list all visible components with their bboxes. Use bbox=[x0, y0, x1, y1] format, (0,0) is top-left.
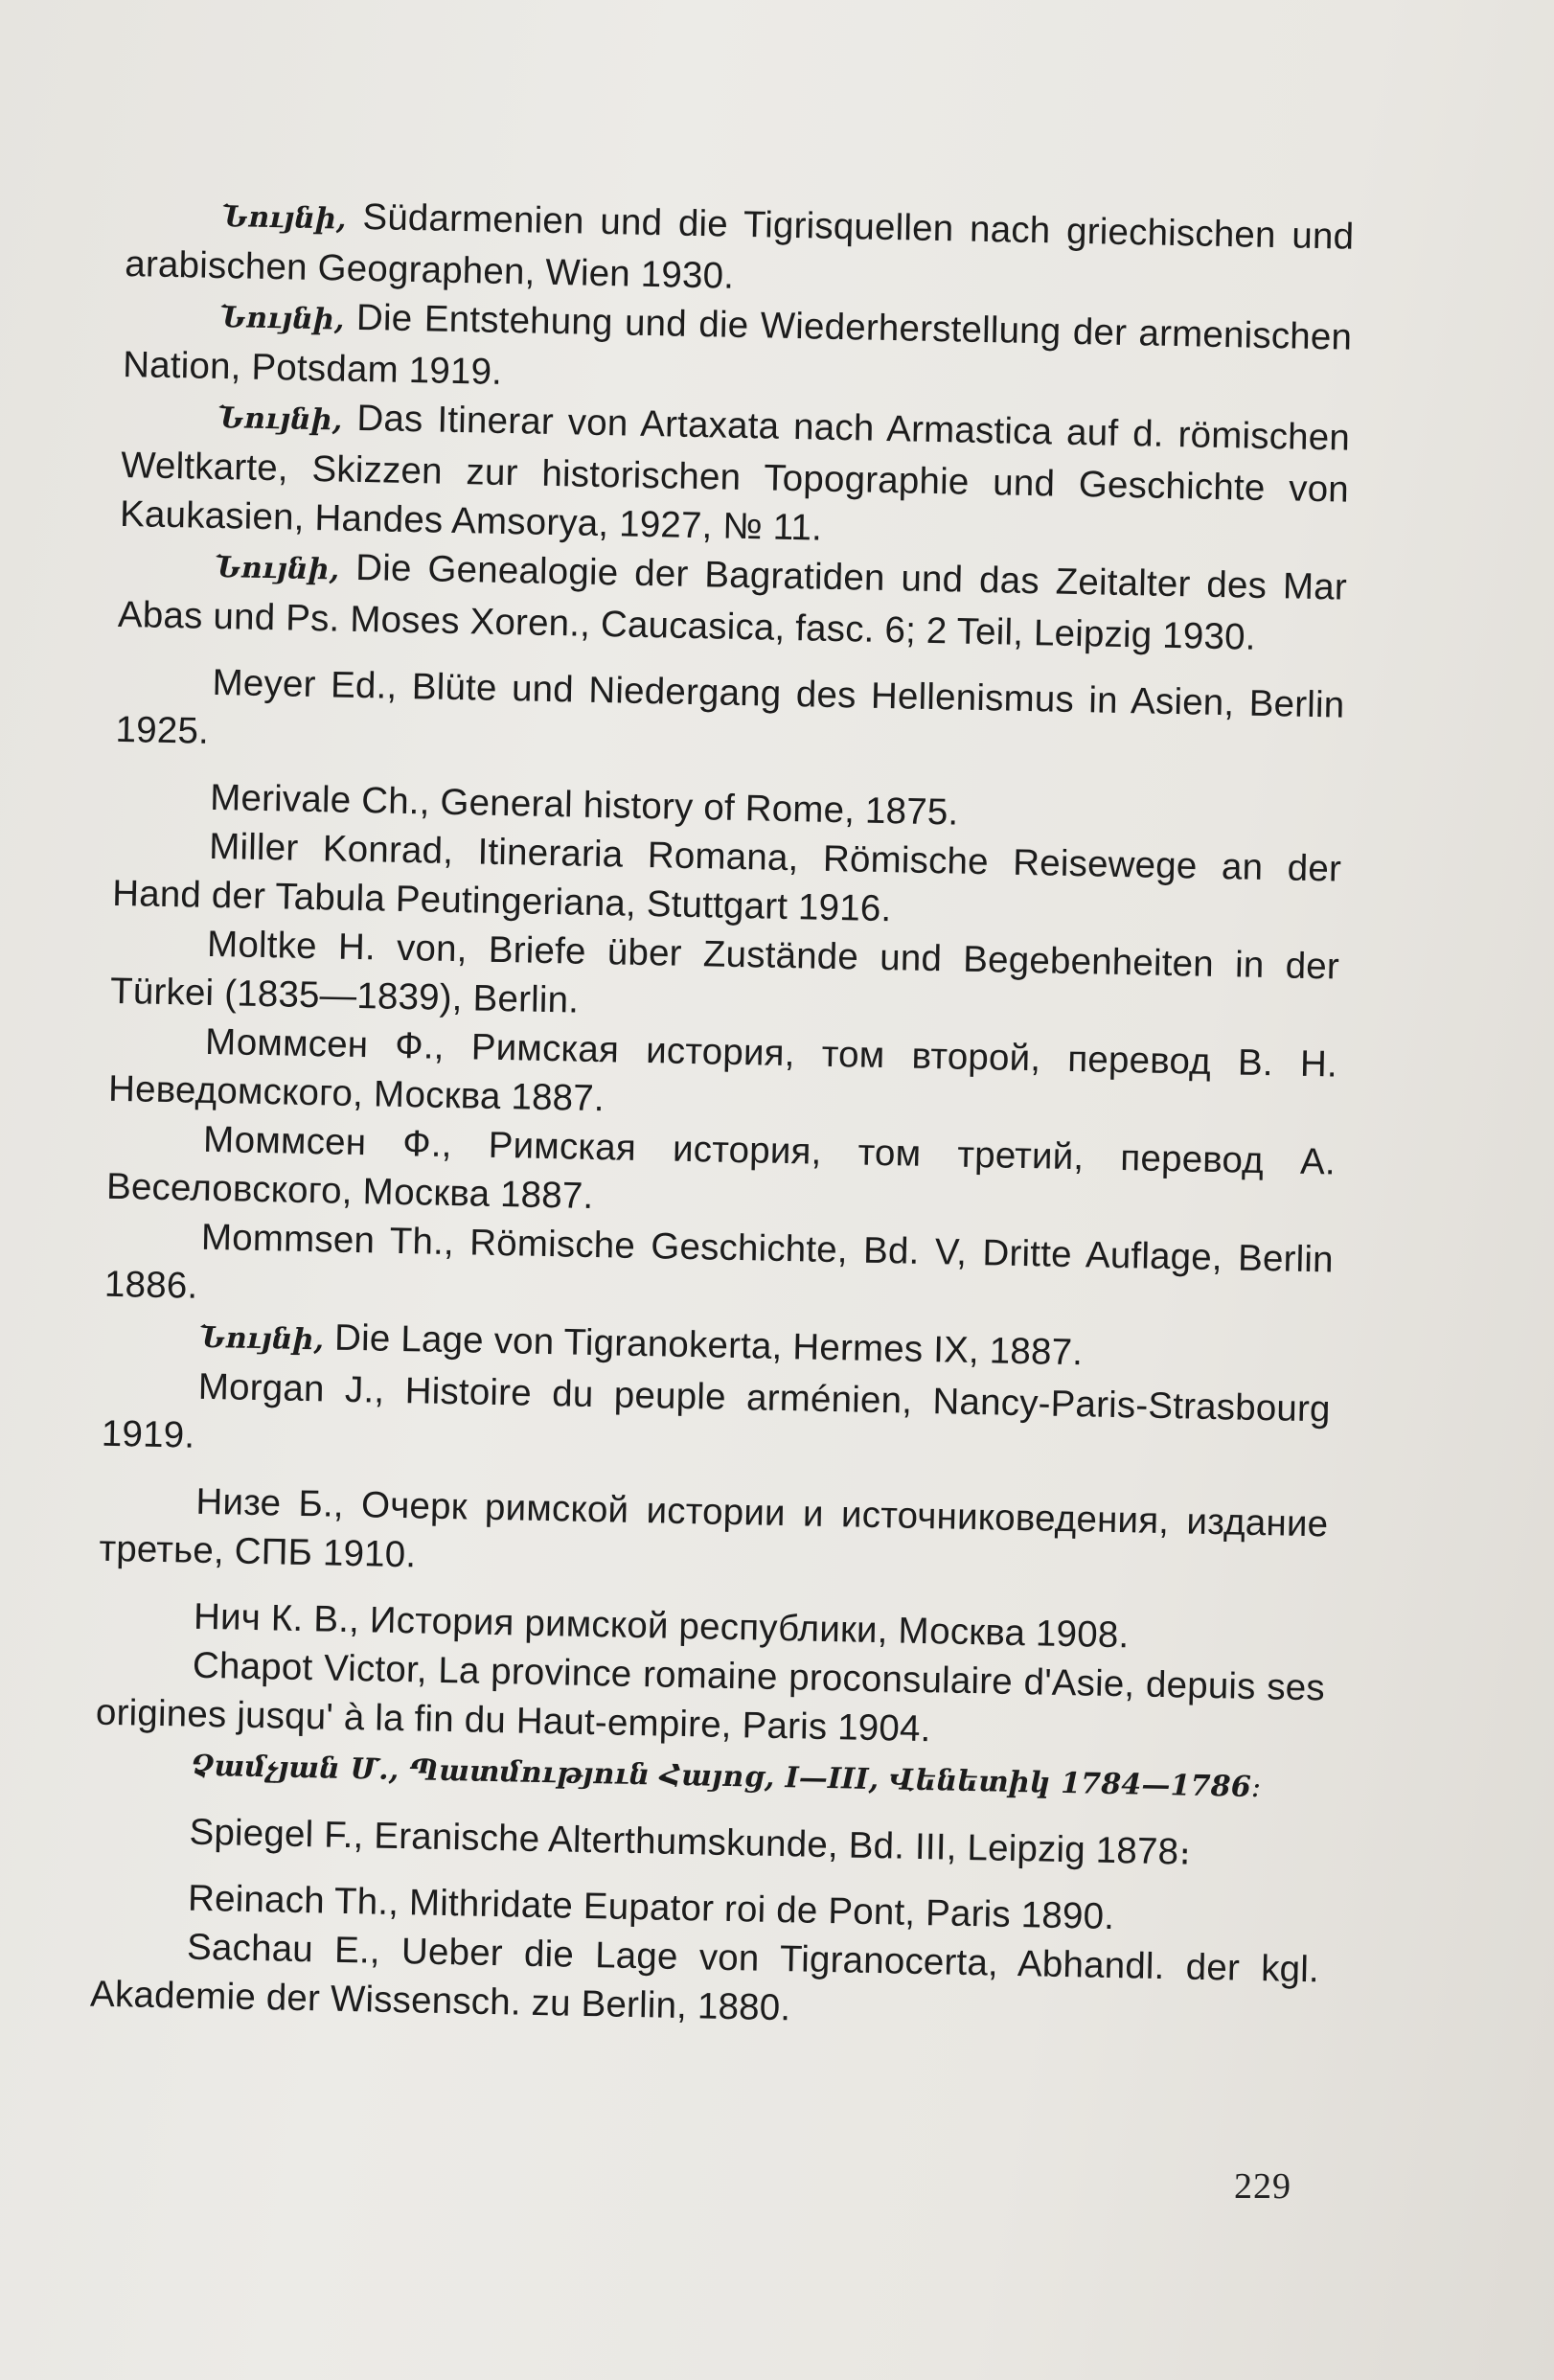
entry-text: I—III, Վենետիկ 1784—1786։ bbox=[785, 1761, 1262, 1805]
entry-text: Reinach Th., Mithridate Eupator roi de Pont, Paris 1890. bbox=[187, 1877, 1115, 1938]
entry-text: Miller Konrad, Itineraria Romana, Römische Reisewege an der Hand der Tabula Peutingeriana, Stuttgart 1916. bbox=[111, 825, 1342, 930]
page-number: 229 bbox=[1234, 2166, 1291, 2207]
bibliography-list bbox=[90, 188, 1355, 2043]
entry-text: Моммсен Ф., Римская история, том третий, перевод А. Веселовского, Москва 1887. bbox=[105, 1118, 1337, 1217]
entry-text: Низе Б., Очерк римской истории и источниковедения, издание третье, СПБ 1910. bbox=[99, 1480, 1329, 1576]
entry-text: Sachau E., Ueber die Lage von Tigranocerta, Abhandl. der kgl. Akademie der Wissensch. zu Berlin, 1880. bbox=[89, 1926, 1320, 2029]
entry-text: Meyer Ed., Blüte und Niedergang des Hellenismus in Asien, Berlin 1925. bbox=[115, 661, 1345, 752]
entry-author: Նույնի, bbox=[218, 300, 345, 337]
entry-text: Die Genealogie der Bagratiden und das Zeitalter des Mar Abas und Ps. Moses Xoren., Caucasica, fasc. 6; 2 Teil, Leipzig 1930. bbox=[117, 546, 1348, 658]
entry-author: Նույնի, bbox=[221, 200, 347, 237]
entry-text: Das Itinerar von Artaxata nach Armastica auf d. römischen Weltkarte, Skizzen zur historischen Topographie und Geschichte von Kaukasien, Handes Amsorya, 1927, № 11. bbox=[119, 397, 1351, 549]
entry-text: Моммсен Ф., Римская история, том второй, перевод В. Н. Неведомского, Москва 1887. bbox=[107, 1020, 1338, 1120]
entry-text: Merivale Ch., General history of Rome, 1875. bbox=[209, 776, 959, 834]
entry-text: Spiegel F., Eranische Alterthumskunde, Bd. III, Leipzig 1878։ bbox=[189, 1811, 1192, 1873]
entry-author: Չամչյան Մ., Պատմություն Հայոց, bbox=[190, 1749, 775, 1795]
entry-text: Die Lage von Tigranokerta, Hermes IX, 1887. bbox=[333, 1316, 1084, 1374]
entry-text: Südarmenien und die Tigrisquellen nach griechischen und arabischen Geographen, Wien 1930. bbox=[124, 195, 1355, 297]
entry-text: Mommsen Th., Römische Geschichte, Bd. V, Dritte Auflage, Berlin 1886. bbox=[103, 1216, 1335, 1307]
bibliography-entry bbox=[93, 1806, 1322, 1880]
entry-author: Նույնի, bbox=[217, 400, 343, 438]
entry-text: Moltke H. von, Briefe über Zustände und Begebenheiten in der Türkei (1835—1839), Berlin. bbox=[109, 923, 1340, 1021]
entry-author: Նույնի, bbox=[214, 550, 340, 587]
bibliography-entry bbox=[115, 656, 1345, 779]
entry-text: Chapot Victor, La province romaine proconsulaire d'Asie, depuis ses origines jusqu' à la fin du Haut-empire, Paris 1904. bbox=[95, 1644, 1326, 1751]
entry-text: Morgan J., Histoire du peuple arménien, Nancy-Paris-Strasbourg 1919. bbox=[101, 1365, 1332, 1456]
bibliography-entry bbox=[120, 389, 1351, 563]
entry-text: Нич К. В., История римской республики, Москва 1908. bbox=[193, 1595, 1130, 1657]
entry-author: Նույնի, bbox=[198, 1320, 325, 1358]
bibliography-entry bbox=[99, 1476, 1329, 1598]
entry-text: Die Entstehung und die Wiederherstellung der armenischen Nation, Potsdam 1919. bbox=[122, 296, 1353, 393]
